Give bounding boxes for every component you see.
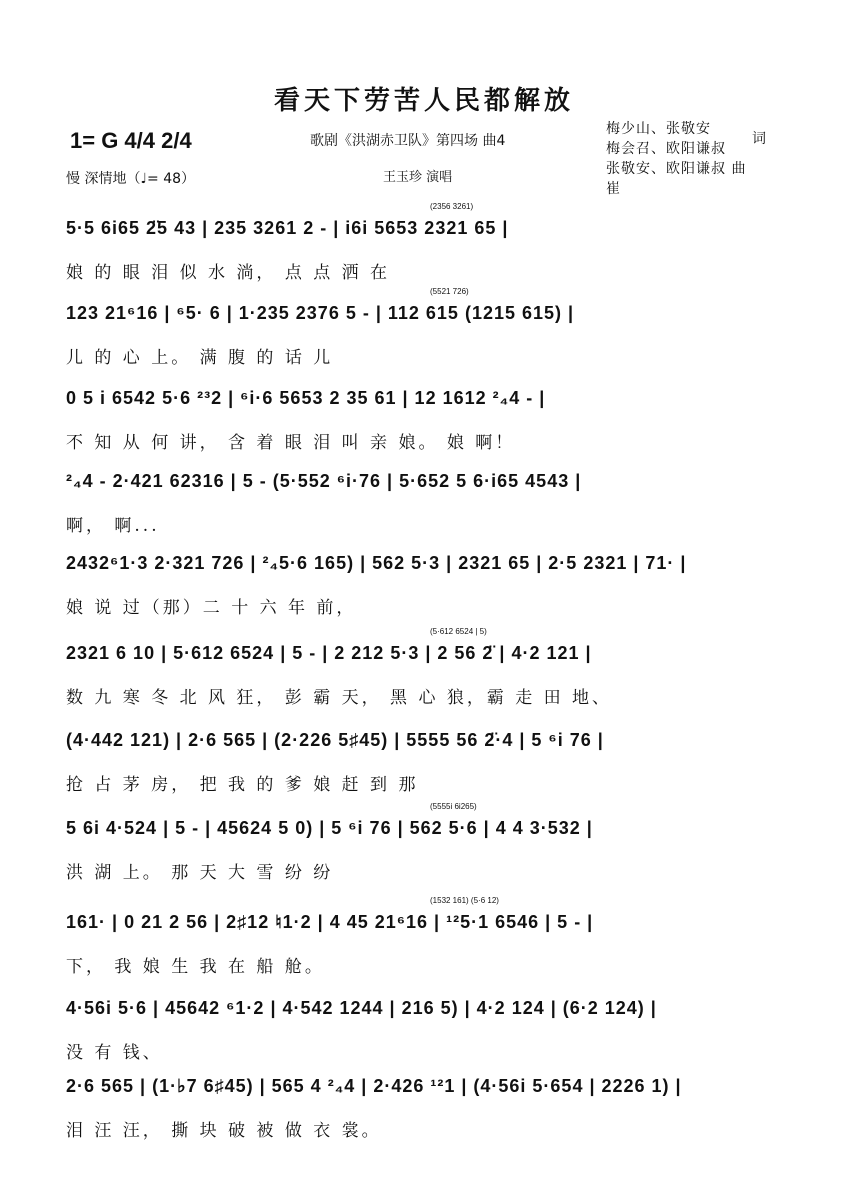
grace-notes: (5521 726) (430, 287, 469, 296)
tempo-marking: 慢 深情地（♩= 48） (66, 171, 196, 187)
lyrics-line: 不 知 从 何 讲， 含 着 眼 泪 叫 亲 娘。 娘 啊！ (66, 433, 516, 453)
lyrics-line: 数 九 寒 冬 北 风 狂， 彭 霸 天， 黑 心 狼，霸 走 田 地、 (66, 688, 613, 708)
composer: 张敬安、欧阳谦叔 曲 (606, 161, 747, 177)
lyrics-line: 娘 说 过（那）二 十 六 年 前， (66, 598, 357, 618)
notation-line: 0 5 i 6542 5·6 ²³2 | ⁶i·6 5653 2 35 61 | 12 1612 ²₄4 - | (66, 388, 546, 408)
notation-line: 5 6i 4·524 | 5 - | 45624 5 0) | 5 ⁶i 76 | 562 5·6 | 4 4 3·532 | (66, 818, 593, 838)
grace-notes: (1532 161) (5·6 12) (430, 896, 499, 905)
notation-line: 2·6 565 | (1·♭7 6♯45) | 565 4 ²₄4 | 2·426 ¹²1 | (4·56i 5·654 | 2226 1) | (66, 1076, 682, 1096)
key-signature: 1= G 4/4 2/4 (70, 128, 192, 153)
notation-line: 2321 6 10 | 5·612 6524 | 5 - | 2 212 5·3 | 2 56 2̈ | 4·2 121 | (66, 643, 592, 663)
notation-line: 2432⁶1·3 2·321 726 | ²₄5·6 165) | 562 5·3 | 2321 65 | 2·5 2321 | 71· | (66, 553, 687, 573)
notation-line: 123 21⁶16 | ⁶5· 6 | 1·235 2376 5 - | 112 615 (1215 615) | (66, 303, 575, 323)
lyrics-role: 词 (752, 131, 766, 147)
composer-extra: 崔 (606, 181, 621, 197)
lyricist-2: 梅会召、欧阳谦叔 (606, 141, 726, 157)
notation-line: 5·5 6i65 2̈5 43 | 235 3261 2 - | i6i 5653 2321 65 | (66, 218, 509, 238)
lyrics-line: 娘 的 眼 泪 似 水 淌， 点 点 洒 在 (66, 263, 391, 283)
grace-notes: (5555i 6i265) (430, 802, 477, 811)
lyrics-line: 下， 我 娘 生 我 在 船 舱。 (66, 957, 325, 977)
notation-line: ²₄4 - 2·421 62316 | 5 - (5·552 ⁶i·76 | 5·652 5 6·i65 4543 | (66, 471, 582, 491)
notation-line: (4·442 121) | 2·6 565 | (2·226 5♯45) | 5555 56 2̈·4 | 5 ⁶i 76 | (66, 730, 604, 750)
grace-notes: (2356 3261) (430, 202, 474, 211)
lyrics-line: 没 有 钱、 (66, 1043, 163, 1063)
opera-source: 歌剧《洪湖赤卫队》第四场 曲4 (310, 133, 506, 149)
lyricist-1: 梅少山、张敬安 (606, 121, 711, 137)
lyrics-line: 洪 湖 上。 那 天 大 雪 纷 纷 (66, 863, 334, 883)
lyrics-line: 啊， 啊... (66, 516, 160, 536)
lyrics-line: 泪 汪 汪， 撕 块 破 被 做 衣 裳。 (66, 1121, 382, 1141)
lyrics-line: 儿 的 心 上。 满 腹 的 话 儿 (66, 348, 334, 368)
grace-notes: (5·612 6524 | 5) (430, 627, 487, 636)
singer-credit: 王玉珍 演唱 (383, 170, 453, 185)
notation-line: 4·56i 5·6 | 45642 ⁶1·2 | 4·542 1244 | 216 5) | 4·2 124 | (6·2 124) | (66, 998, 657, 1018)
lyrics-line: 抢 占 茅 房， 把 我 的 爹 娘 赶 到 那 (66, 775, 419, 795)
notation-line: 161· | 0 21 2 56 | 2♯12 ♮1·2 | 4 45 21⁶16 | ¹²5·1 6546 | 5 - | (66, 912, 594, 932)
song-title: 看天下劳苦人民都解放 (273, 86, 574, 116)
